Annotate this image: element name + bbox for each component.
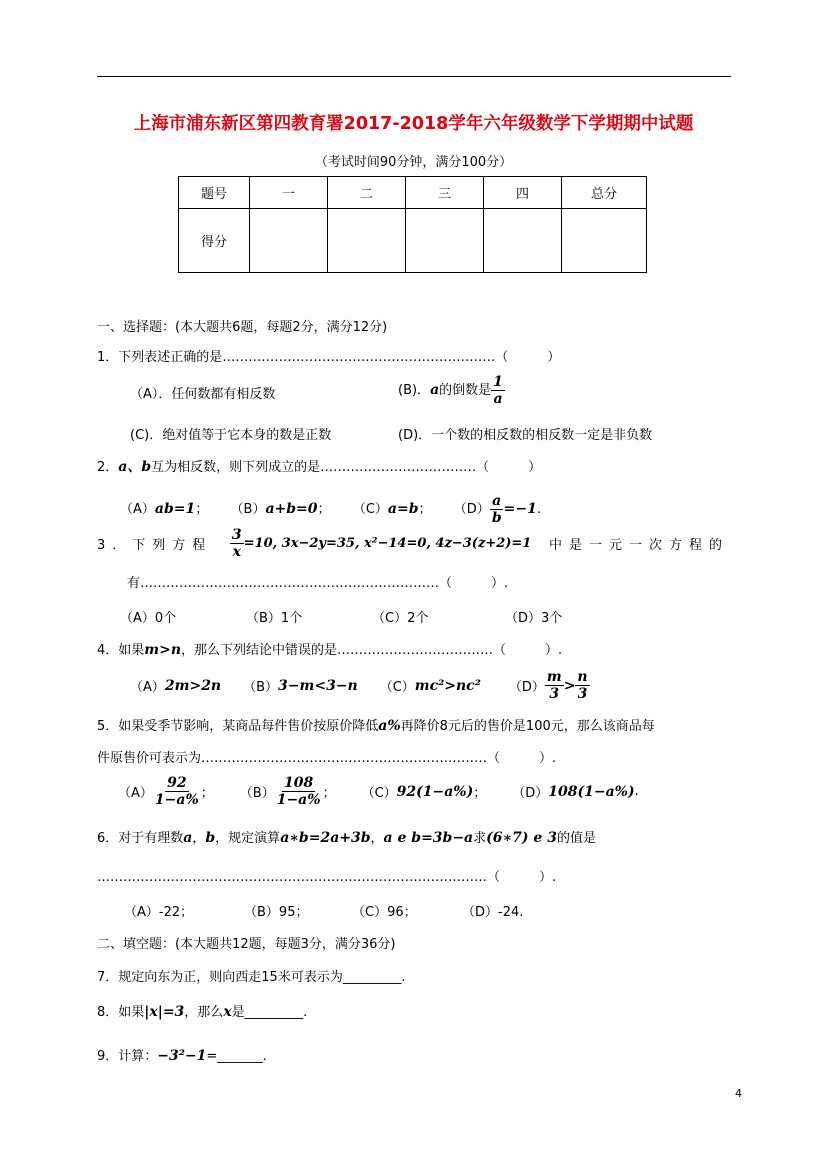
q4-d-num1: m [546,669,562,685]
q6-rule1: a∗b=2a+3b [280,830,371,846]
q5-a-num: 92 [167,775,187,791]
q5-line1-prefix: 5．如果受季节影响，某商品每件售价按原价降低 [97,719,379,734]
q5-d-expr: 108(1−a%) [548,783,635,800]
score-header-cell: 三 [406,177,484,209]
q2-d-label: （D） [453,502,490,517]
q1-b-prefix: (B)． [398,383,431,398]
q8-expr: |x|=3 [144,1004,185,1020]
q4-b-label: （B） [243,680,279,695]
q9-suffix: =_______. [206,1049,267,1064]
q5-a-fraction [153,776,201,807]
q4-c-label: （C） [379,680,415,695]
q8-prefix: 8．如果 [97,1005,145,1020]
q5-line2: 件原售价可表示为…………………………………………………………（ ）. [97,751,557,766]
score-table-header-row [179,177,647,209]
score-header-cell: 一 [250,177,328,209]
q2-b-label: （B） [230,502,266,517]
q2-d-fraction [490,494,504,525]
q2-c-expr: a=b [387,501,419,517]
score-cell[interactable] [250,209,328,273]
q2-a-label: （A） [120,502,155,517]
q6-line1 [97,827,596,846]
q1-b-fraction [491,375,505,406]
q8-mid: ，那么 [184,1005,224,1020]
q3-stem-line1 [97,528,729,559]
score-cell[interactable] [328,209,406,273]
q5-d-end: . [634,784,639,799]
q3-fraction [230,528,244,559]
q1-b-text: 的倒数是 [439,383,492,398]
page-number: 4 [735,1087,742,1100]
q4-d-num2: n [577,669,588,685]
q5-a-den: 1−a% [154,792,199,808]
q2-text: 互为相反数，则下列成立的是………………………………（ ） [151,460,542,475]
q2-d-frac-den: b [491,510,502,526]
section1-heading: 一、选择题：(本大题共6题，每题2分，满分12分) [97,320,388,335]
q4-c-expr: mc²>nc² [414,677,481,694]
q5-b-den: 1−a% [276,792,321,808]
q2-number: 2． [97,460,119,475]
q6-option-b: （B）95； [244,905,309,920]
q5-options [118,776,639,807]
q1-option-a: （A）．任何数都有相反数 [130,387,276,402]
q4-d-den1: 3 [549,686,560,702]
q3-stem-prefix: 3．下列方程 [97,538,213,553]
q2-stem [97,456,541,476]
score-header-cell: 总分 [562,177,647,209]
q6-tail: 的值是 [556,831,596,846]
q2-d-rest: =−1 [503,501,537,517]
exam-subtitle: （考试时间90分钟，满分100分） [314,155,513,170]
q6-line2: ………………………………………………………………………………（ ）. [97,870,557,885]
q5-c-label: （C） [361,786,397,801]
q2-vars: a、b [118,459,152,475]
q1-b-frac-den: a [493,391,503,407]
q6-var-b: b [205,830,216,846]
q3-frac-den: x [232,544,241,560]
q4-a-expr: 2m>2n [164,677,222,694]
header-rule [97,76,731,77]
q6-option-d: （D）-24. [462,905,524,920]
q5-a-label: （A） [118,786,153,801]
q5-b-label: （B） [239,786,275,801]
q8-suffix: 是_________. [231,1005,308,1020]
q4-options [130,670,590,701]
q1-option-d: (D)．一个数的相反数的相反数一定是非负数 [398,428,653,443]
q5-c-sep: ； [473,786,487,801]
q3-option-d: （D）3个 [505,611,563,626]
q3-eqs: =10, 3x−2y=35, x²−14=0, 4z−3(z+2)=1 [243,536,532,551]
q3-stem-line2: 有……………………………………………………………（ ）. [127,576,509,591]
score-row-label: 得分 [179,209,250,273]
q5-b-num: 108 [284,775,314,791]
q6-ask: 求 [473,831,487,846]
q2-c-sep: ； [418,502,432,517]
q8-var: x [223,1004,232,1020]
q3-option-b: （B）1个 [246,611,303,626]
exam-title: 上海市浦东新区第四教育署2017-2018学年六年级数学下学期期中试题 [133,114,694,134]
q5-a-sep: ； [200,786,214,801]
q1-option-c: (C)．绝对值等于它本身的数是正数 [130,428,332,443]
q2-d-end: . [536,502,541,517]
q4-d-frac1 [545,670,564,701]
score-table-score-row [179,209,647,273]
q9-expr: −3²−1 [157,1048,207,1064]
q2-b-sep: ； [317,502,331,517]
q3-option-a: （A）0个 [120,611,177,626]
q2-options [120,494,541,525]
q3-option-c: （C）2个 [372,611,429,626]
score-header-cell: 题号 [179,177,250,209]
q6-sep2: ， [370,831,384,846]
q5-b-fraction [275,776,323,807]
section2-heading: 二、填空题：(本大题共12题，每题3分，满分36分) [97,937,396,952]
q5-line1-suffix: 再降价8元后的售价是100元，那么该商品每 [400,719,655,734]
q4-d-frac2 [575,670,589,701]
q5-c-expr: 92(1−a%) [396,783,474,800]
score-cell[interactable] [406,209,484,273]
q2-d-frac-num: a [492,493,502,509]
q3-frac-num: 3 [231,527,242,543]
q2-b-expr: a+b=0 [265,501,318,517]
q4-prefix: 4．如果 [97,643,145,658]
q4-a-label: （A） [130,680,165,695]
q6-option-c: （C）96； [352,905,417,920]
q9 [97,1045,267,1064]
q2-a-expr: ab=1 [154,501,196,517]
q3-stem-suffix: 中是一元一次方程的 [548,538,729,553]
q9-prefix: 9．计算： [97,1049,158,1064]
q4-stem [97,639,562,658]
q4-d-op: > [563,677,576,694]
q6-var-a: a [183,830,193,846]
q5-b-sep: ； [322,786,336,801]
q5-d-label: （D） [512,786,549,801]
q1-option-b [398,375,505,406]
q6-mid: ，规定演算 [215,831,281,846]
score-header-cell: 四 [484,177,562,209]
q2-c-label: （C） [352,502,388,517]
q6-expr: (6∗7) e 3 [486,830,557,846]
q2-a-sep: ； [195,502,209,517]
score-table [178,176,647,273]
q6-prefix: 6．对于有理数 [97,831,184,846]
score-header-cell: 二 [328,177,406,209]
q8 [97,1001,307,1020]
score-cell[interactable] [562,209,647,273]
q4-b-expr: 3−m<3−n [278,677,358,694]
q3-equations [230,528,531,559]
q5-line1 [97,715,655,734]
q4-d-den2: 3 [577,686,588,702]
q6-rule2: a e b=3b−a [383,830,474,846]
q4-suffix: ，那么下列结论中错误的是………………………………（ ）. [181,643,563,658]
q5-var: a% [378,718,401,734]
q4-condition: m>n [144,642,182,658]
q4-d-label: （D） [508,680,545,695]
score-cell[interactable] [484,209,562,273]
q1-b-var: a [430,382,440,398]
q1-stem: 1．下列表述正确的是………………………………………………………（ ） [97,350,561,365]
q6-sep1: ， [192,831,206,846]
q7: 7．规定向东为正，则向西走15米可表示为_________. [97,970,406,985]
q6-option-a: （A）-22； [124,905,194,920]
q1-b-frac-num: 1 [493,374,503,390]
